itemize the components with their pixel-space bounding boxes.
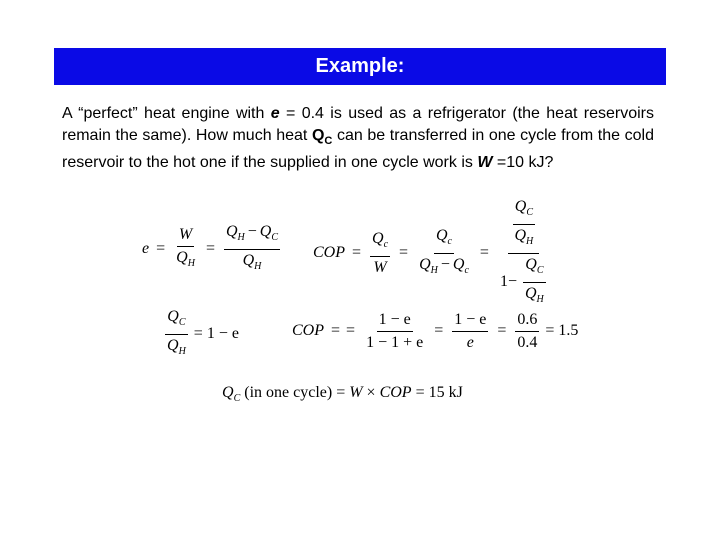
eq4-equals-2: = bbox=[346, 322, 356, 340]
eq2-f3-num-var: Q bbox=[514, 198, 527, 215]
eq5-times: × bbox=[362, 384, 380, 401]
eq4-equals-3: = bbox=[434, 322, 444, 340]
final-answer-equation bbox=[222, 384, 463, 404]
eq2-f2-den-b-sub: c bbox=[464, 265, 469, 276]
problem-intro: A “perfect” heat engine with bbox=[62, 105, 271, 122]
eq4-equals-1: = bbox=[331, 322, 341, 340]
eq4-f1-den: 1 − 1 + e bbox=[366, 334, 424, 351]
eq4-fraction-2 bbox=[452, 310, 488, 353]
eq4-f2-num: 1 − e bbox=[452, 310, 488, 332]
eq1-f1-den-sub: H bbox=[187, 258, 195, 269]
eq2-f2-den-a-sub: H bbox=[430, 265, 438, 276]
eq3-rhs: = 1 − e bbox=[193, 325, 239, 343]
problem-statement bbox=[62, 103, 654, 174]
problem-e-text: = 0.4 is used as a refrigerator (the heat reservoirs remain the same). How much heat bbox=[62, 105, 655, 144]
eq2-f2-den-b: Q bbox=[452, 256, 465, 273]
eq2-f2-num-var: Q bbox=[435, 227, 448, 244]
eq5-q-sub: C bbox=[233, 393, 241, 404]
eq2-f1-den: W bbox=[373, 259, 387, 276]
q-symbol: Q bbox=[311, 127, 325, 144]
eq2-equals-2: = bbox=[399, 244, 409, 262]
eq4-equals-4: = bbox=[497, 322, 507, 340]
w-symbol: W bbox=[477, 154, 493, 172]
eq1-f1-den-var: Q bbox=[176, 249, 188, 266]
eq5-text: (in one cycle) = bbox=[240, 384, 350, 401]
eq2-f1-num-var: Q bbox=[372, 230, 384, 247]
eq4-result: = 1.5 bbox=[545, 322, 579, 340]
eq2-f2-den-minus: − bbox=[440, 256, 450, 273]
eq1-f2-num-a: Q bbox=[225, 223, 238, 240]
eq1-equals-2: = bbox=[205, 240, 215, 258]
eq1-f2-num-a-sub: H bbox=[237, 232, 245, 243]
eq4-f1-num: 1 − e bbox=[377, 310, 413, 332]
eq4-f3-num: 0.6 bbox=[515, 310, 539, 332]
eq2-f2-den-a: Q bbox=[419, 256, 431, 273]
eq2-f1-num-sub: c bbox=[383, 239, 389, 250]
eq2-f3-num-den-var: Q bbox=[514, 227, 527, 244]
eq3-num-sub: C bbox=[178, 317, 186, 328]
eq3-den-var: Q bbox=[167, 337, 179, 354]
eq5-cop: COP bbox=[379, 384, 412, 401]
problem-end: =10 kJ? bbox=[492, 154, 554, 172]
eq2-f3-inner-fraction bbox=[523, 255, 546, 310]
e-symbol: e bbox=[270, 105, 280, 122]
eq4-fraction-1 bbox=[364, 310, 425, 353]
eq2-f3-inner-den-var: Q bbox=[524, 285, 537, 302]
eq2-f3-inner-num-var: Q bbox=[525, 256, 537, 273]
eq1-f2-den-sub: H bbox=[254, 261, 262, 272]
eq2-f3-num-sub: C bbox=[526, 207, 533, 218]
eq2-f3-den-minus: − bbox=[507, 273, 517, 291]
eq1-fraction-w-over-qh bbox=[174, 225, 197, 274]
eq2-f2-num-sub: c bbox=[447, 236, 452, 247]
eq4-f3-den: 0.4 bbox=[517, 334, 538, 351]
eq2-f3-inner-den-sub: H bbox=[536, 294, 544, 305]
eq2-f3-den-one: 1 bbox=[499, 273, 508, 291]
cop-numeric-equation bbox=[292, 310, 578, 353]
eq5-q-var: Q bbox=[222, 384, 234, 401]
eq4-lhs: COP bbox=[292, 322, 324, 340]
problem-middle: can be transferred in one cycle from the cold reservoir to the hot one if the supplied in one cycle work is bbox=[62, 127, 654, 172]
eq1-f1-num: W bbox=[177, 225, 194, 247]
eq4-f2-den: e bbox=[466, 334, 474, 351]
eq1-fraction-diff bbox=[224, 222, 280, 277]
heat-ratio-equation bbox=[163, 307, 239, 362]
eq2-equals: = bbox=[352, 244, 362, 262]
eq5-result: = 15 kJ bbox=[411, 384, 463, 401]
eq1-equals: = bbox=[156, 240, 166, 258]
cop-equation bbox=[313, 197, 552, 310]
eq3-fraction bbox=[165, 307, 188, 362]
eq2-f3-num-den-sub: H bbox=[526, 236, 534, 247]
eq1-lhs: e bbox=[142, 240, 150, 258]
q-subscript: C bbox=[324, 135, 333, 148]
eq2-equals-3: = bbox=[479, 244, 489, 262]
eq2-f3-num-fraction bbox=[512, 197, 535, 252]
eq1-f2-num-b: Q bbox=[259, 223, 272, 240]
eq2-compound-fraction bbox=[498, 197, 550, 310]
eq2-f3-inner-num-sub: C bbox=[536, 265, 544, 276]
eq2-fraction-qc-over-diff bbox=[417, 226, 471, 281]
slide-title: Example: bbox=[54, 48, 666, 85]
eq1-f2-num-b-sub: C bbox=[271, 232, 279, 243]
eq2-lhs: COP bbox=[313, 244, 345, 262]
efficiency-equation bbox=[142, 222, 282, 277]
eq2-fraction-qc-over-w bbox=[370, 229, 390, 278]
eq1-f2-den-var: Q bbox=[242, 252, 255, 269]
eq1-f2-minus: − bbox=[247, 223, 257, 240]
eq4-fraction-3 bbox=[515, 310, 539, 353]
eq3-num-var: Q bbox=[167, 308, 179, 325]
eq3-den-sub: H bbox=[178, 346, 186, 357]
eq5-w: W bbox=[349, 384, 363, 401]
